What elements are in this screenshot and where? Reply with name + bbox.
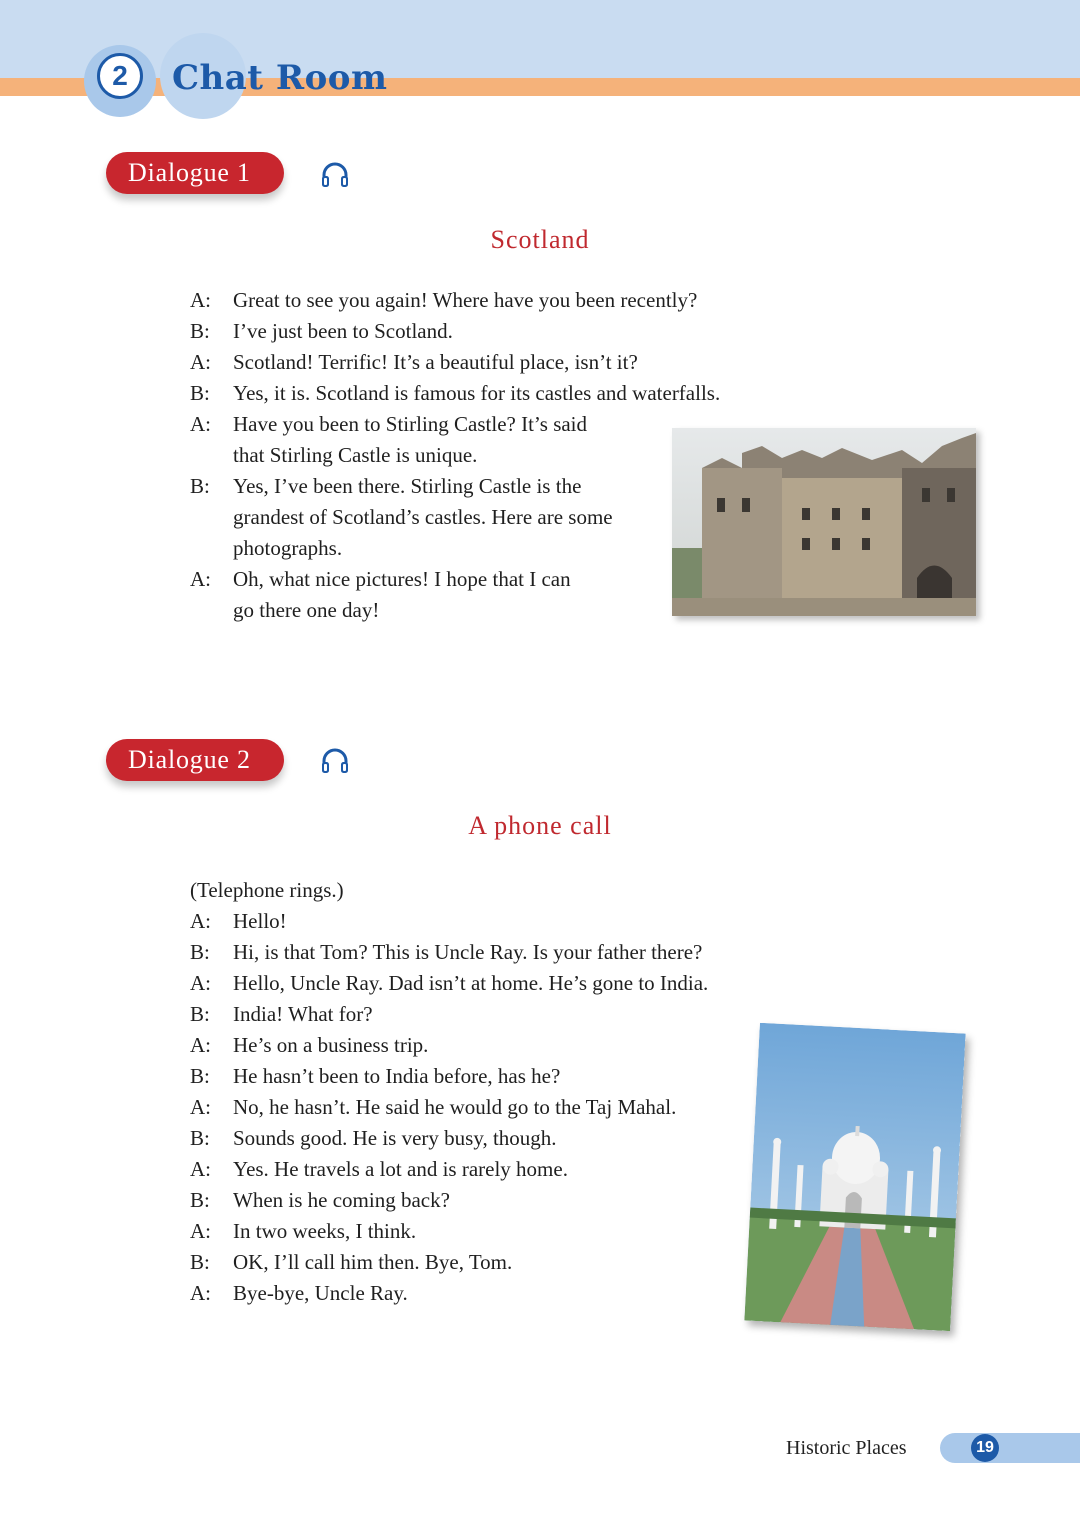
dialogue-line: B: Yes, I’ve been there. Stirling Castle is the bbox=[190, 474, 582, 498]
dialogue-line: B: OK, I’ll call him then. Bye, Tom. bbox=[190, 1250, 513, 1274]
dialogue-line: that Stirling Castle is unique. bbox=[233, 443, 478, 467]
dialogue-line: A: In two weeks, I think. bbox=[190, 1219, 417, 1243]
dialogue-line: go there one day! bbox=[233, 598, 380, 622]
dialogue-line: photographs. bbox=[233, 536, 343, 560]
footer-unit-title: Historic Places bbox=[786, 1437, 907, 1459]
section-title: Chat Room bbox=[172, 58, 388, 98]
dialogue-line: B: When is he coming back? bbox=[190, 1188, 450, 1212]
dialogue-line: B: Sounds good. He is very busy, though. bbox=[190, 1126, 557, 1150]
footer-bar bbox=[940, 1433, 1080, 1463]
stirling-castle-photo bbox=[672, 428, 976, 616]
dialogue-line: grandest of Scotland’s castles. Here are some bbox=[233, 505, 613, 529]
dialogue-2-label: Dialogue 2 bbox=[106, 739, 284, 781]
dialogue-line: A: Scotland! Terrific! It’s a beautiful place, isn’t it? bbox=[190, 350, 638, 374]
dialogue-1-title: Scotland bbox=[490, 225, 590, 254]
dialogue-line: A: Hello! bbox=[190, 909, 287, 933]
dialogue-line: B: Yes, it is. Scotland is famous for its castles and waterfalls. bbox=[190, 381, 721, 405]
page-number: 19 bbox=[971, 1434, 999, 1462]
dialogue-line: A: He’s on a business trip. bbox=[190, 1033, 429, 1057]
dialogue-1-label: Dialogue 1 bbox=[106, 152, 284, 194]
dialogue-line: A: Great to see you again! Where have you been recently? bbox=[190, 288, 698, 312]
stage-direction: (Telephone rings.) bbox=[190, 878, 344, 902]
dialogue-line: A: Hello, Uncle Ray. Dad isn’t at home. He’s gone to India. bbox=[190, 971, 709, 995]
headphones-icon[interactable] bbox=[320, 746, 350, 776]
dialogue-line: B: India! What for? bbox=[190, 1002, 373, 1026]
dialogue-line: B: Hi, is that Tom? This is Uncle Ray. Is your father there? bbox=[190, 940, 703, 964]
dialogue-line: A: Bye-bye, Uncle Ray. bbox=[190, 1281, 408, 1305]
section-number: 2 bbox=[97, 53, 143, 99]
dialogue-line: A: No, he hasn’t. He said he would go to the Taj Mahal. bbox=[190, 1095, 677, 1119]
dialogue-2-title: A phone call bbox=[468, 811, 612, 840]
taj-mahal-photo bbox=[744, 1023, 965, 1331]
dialogue-line: A: Oh, what nice pictures! I hope that I can bbox=[190, 567, 571, 591]
dialogue-line: B: I’ve just been to Scotland. bbox=[190, 319, 453, 343]
dialogue-line: A: Have you been to Stirling Castle? It’s said bbox=[190, 412, 588, 436]
dialogue-line: B: He hasn’t been to India before, has he? bbox=[190, 1064, 561, 1088]
headphones-icon[interactable] bbox=[320, 160, 350, 190]
dialogue-line: A: Yes. He travels a lot and is rarely home. bbox=[190, 1157, 568, 1181]
